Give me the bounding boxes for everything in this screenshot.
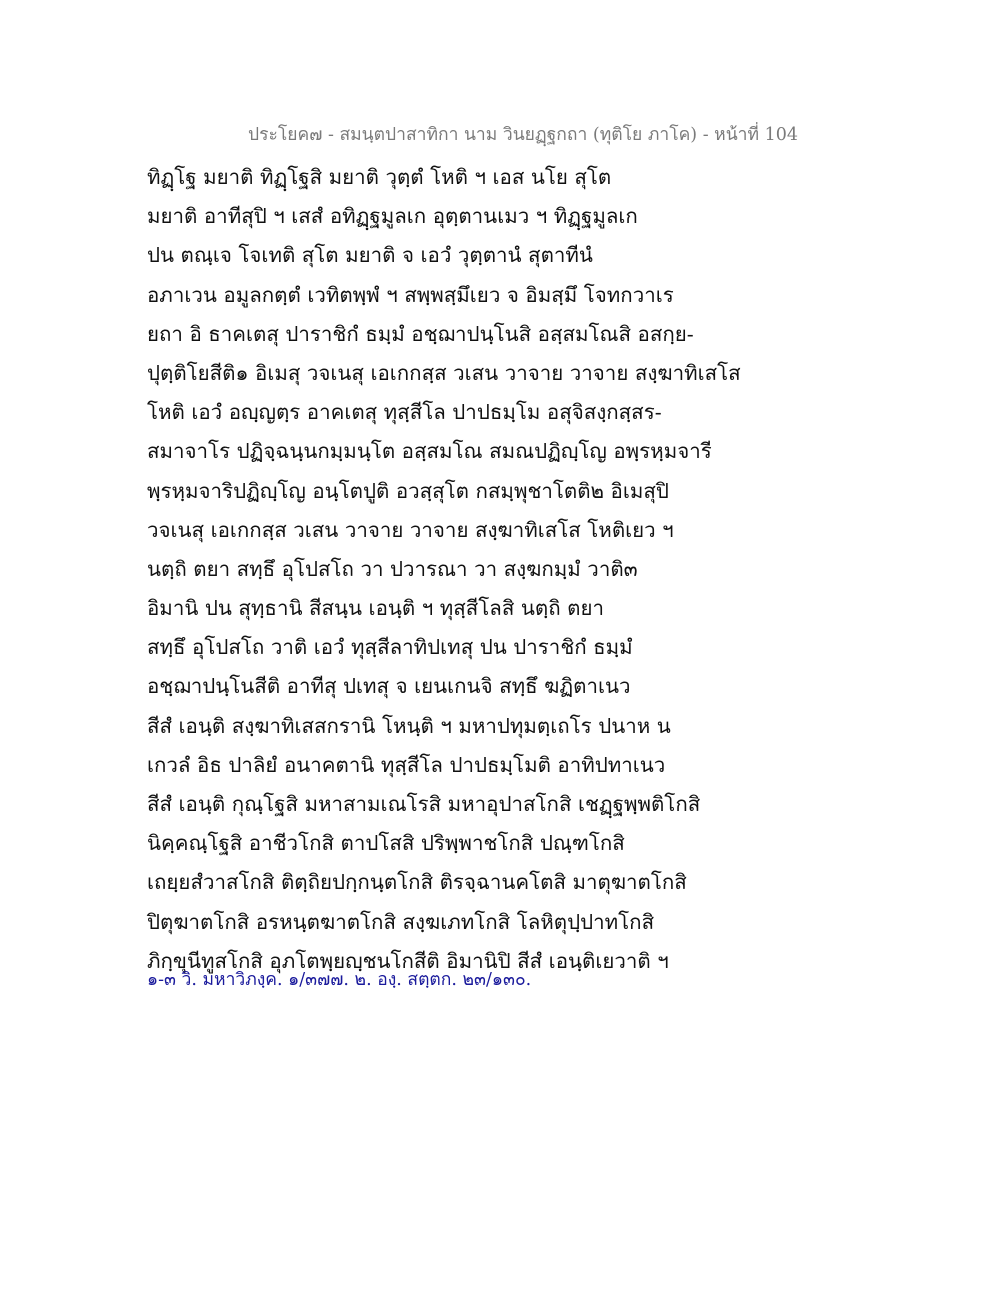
text-line: พฺรหฺมจาริปฏิญฺโญ อนฺโตปูติ อวสฺสุโต กสมฺพุชาโตติ๒ อิเมสุปิ: [147, 478, 669, 503]
text-line: นิคฺคณฺโฐสิ อาชีวโกสิ ตาปโสสิ ปริพฺพาชโกสิ ปณฺฑโกสิ: [147, 831, 625, 856]
text-line: มยาติ อาทีสุปิ ฯ เสสํ อทิฏฺฐมูลเก อุตฺตานเมว ฯ ทิฏฺฐมูลเก: [147, 204, 638, 229]
text-line: ปน ตณฺเจ โจเทติ สุโต มยาติ จ เอวํ วุตฺตานํ สุตาทีนํ: [147, 243, 593, 268]
text-line: สทฺธึ อุโปสโถ วาติ เอวํ ทุสฺสีลาทิปเทสุ ปน ปาราชิกํ ธมฺมํ: [147, 635, 633, 660]
text-line: อิมานิ ปน สุทฺธานิ สีสนฺน เอนฺติ ฯ ทุสฺสีโลสิ นตฺถิ ตยา: [147, 596, 604, 621]
running-header: ประโยค๗ - สมนฺตปาสาทิกา นาม วินยฏฺฐกถา (ทุติโย ภาโค) - หน้าที่ 104: [248, 125, 798, 145]
text-line: ภิกฺขุนีทูสโกสิ อุภโตพฺยญฺชนโกสีติ อิมานิปิ สีสํ เอนฺติเยวาติ ฯ: [147, 948, 669, 973]
text-line: โหติ เอวํ อญฺญตฺร อาคเตสุ ทุสฺสีโล ปาปธมฺโม อสุจิสงฺกสฺสร-: [147, 400, 662, 425]
text-line: เถยฺยสํวาสโกสิ ติตฺถิยปกฺกนฺตโกสิ ติรจฺฉานคโตสิ มาตุฆาตโกสิ: [147, 870, 687, 895]
text-line: สีสํ เอนฺติ สงฺฆาทิเสสกรานิ โหนฺติ ฯ มหาปทุมตฺเถโร ปนาห น: [147, 713, 671, 738]
text-line: เกวลํ อิธ ปาลิยํ อนาคตานิ ทุสฺสีโล ปาปธมฺโมติ อาทิปทาเนว: [147, 752, 666, 777]
text-line: สมาจาโร ปฏิจฺฉนฺนกมฺมนฺโต อสฺสมโณ สมณปฏิญฺโญ อพฺรหฺมจารี: [147, 439, 712, 464]
text-line: ยถา อิ ธาคเตสุ ปาราชิกํ ธมฺมํ อชฺฌาปนฺโนสิ อสฺสมโณสิ อสกฺย-: [147, 321, 694, 346]
text-line: นตฺถิ ตยา สทฺธึ อุโปสโถ วา ปวารณา วา สงฺฆกมฺมํ วาติ๓: [147, 556, 638, 581]
footnote: ๑-๓ วิ. มหาวิภงฺค. ๑/๓๗๗. ๒. องฺ. สตฺตก. ๒๓/๑๓๐.: [147, 970, 532, 990]
text-line: ปุตฺติโยสีติ๑ อิเมสุ วจเนสุ เอเกกสฺส วเสน วาจาย วาจาย สงฺฆาทิเสโส: [147, 360, 741, 385]
text-line: วจเนสุ เอเกกสฺส วเสน วาจาย วาจาย สงฺฆาทิเสโส โหติเยว ฯ: [147, 517, 674, 542]
body-text: [147, 158, 867, 981]
text-line: ทิฏฺโฐ มยาติ ทิฏฺโฐสิ มยาติ วุตฺตํ โหติ ฯ เอส นโย สุโต: [147, 165, 612, 189]
text-line: ปิตุฆาตโกสิ อรหนฺตฆาตโกสิ สงฺฆเภทโกสิ โลหิตุปฺปาทโกสิ: [147, 909, 655, 934]
text-line: อภาเวน อมูลกตฺตํ เวทิตพฺพํ ฯ สพฺพสฺมึเยว จ อิมสฺมึ โจทกวาเร: [147, 282, 674, 307]
text-line: สีสํ เอนฺติ กุณฺโฐสิ มหาสามเณโรสิ มหาอุปาสโกสิ เชฏฺฐพฺพติโกสิ: [147, 792, 701, 816]
text-line: อชฺฌาปนฺโนสีติ อาทีสุ ปเทสุ จ เยนเกนจิ สทฺธึ ฆฏิตาเนว: [147, 674, 631, 699]
